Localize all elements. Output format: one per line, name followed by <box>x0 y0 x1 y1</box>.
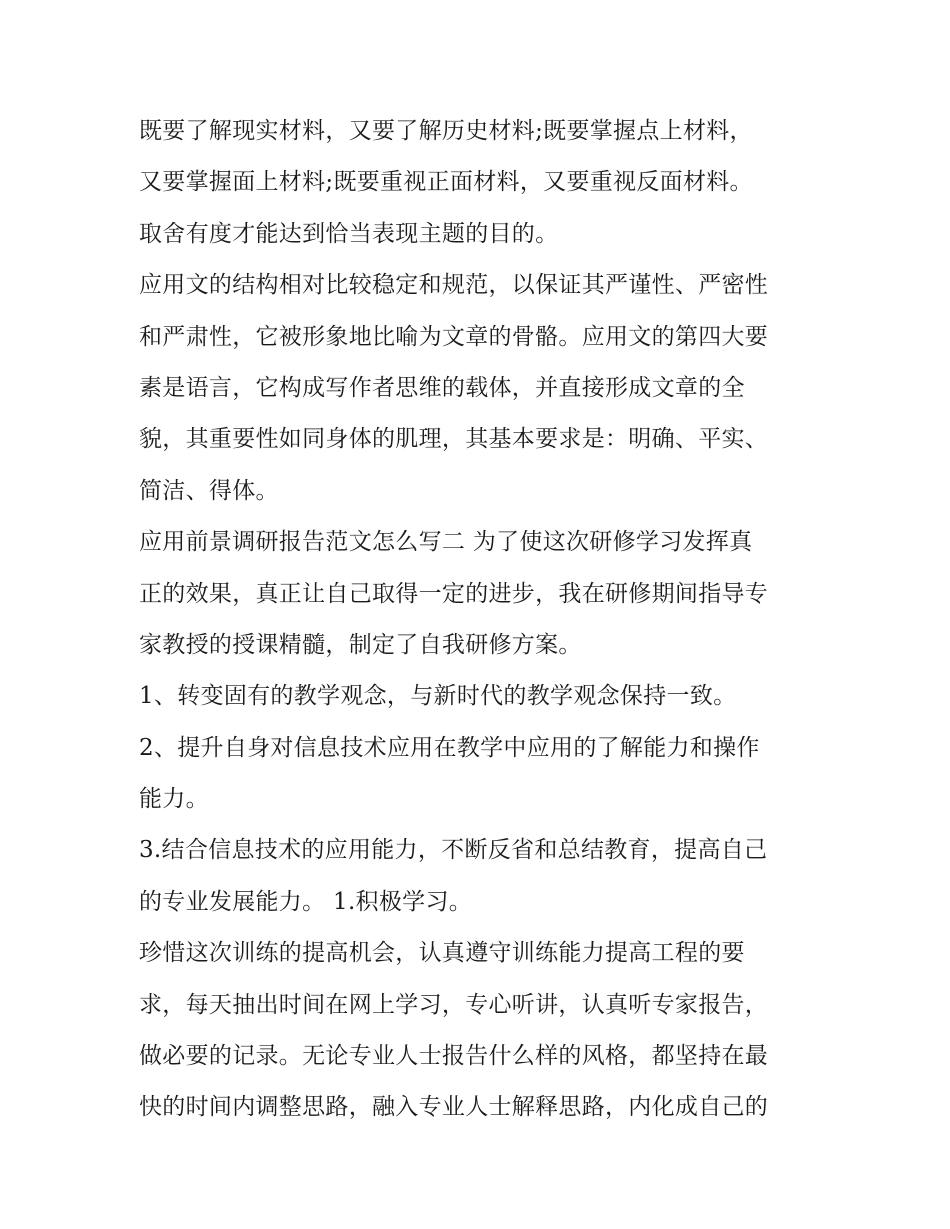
text-line: 家教授的授课精髓，制定了自我研修方案。 <box>139 631 582 658</box>
text-line: 1、转变固有的教学观念，与新时代的教学观念保持一致。 <box>139 683 737 710</box>
text-line: 和严肃性，它被形象地比喻为文章的骨骼。应用文的第四大要 <box>139 323 769 350</box>
text-line: 的专业发展能力。 1.积极学习。 <box>139 888 473 915</box>
text-line: 应用前景调研报告范文怎么写二 为了使这次研修学习发挥真 <box>139 529 753 556</box>
text-line: 正的效果，真正让自己取得一定的进步，我在研修期间指导专 <box>139 580 769 607</box>
text-line: 又要掌握面上材料;既要重视正面材料，又要重视反面材料。 <box>139 169 753 196</box>
text-line: 貌，其重要性如同身体的肌理，其基本要求是：明确、平实、 <box>139 426 769 453</box>
text-line: 3.结合信息技术的应用能力，不断反省和总结教育，提高自己 <box>139 837 768 864</box>
text-line: 珍惜这次训练的提高机会，认真遵守训练能力提高工程的要 <box>139 940 745 967</box>
text-line: 素是语言，它构成写作者思维的载体，并直接形成文章的全 <box>139 374 745 401</box>
text-line: 应用文的结构相对比较稳定和规范，以保证其严谨性、严密性 <box>139 272 769 299</box>
text-line: 做必要的记录。无论专业人士报告什么样的风格，都坚持在最 <box>139 1043 769 1070</box>
text-line: 能力。 <box>139 786 209 813</box>
text-line: 既要了解现实材料，又要了解历史材料;既要掌握点上材料， <box>139 118 753 144</box>
text-line: 简洁、得体。 <box>139 477 279 504</box>
text-line: 快的时间内调整思路，融入专业人士解释思路，内化成自己的 <box>139 1094 769 1121</box>
document-body <box>139 106 819 1134</box>
text-line: 取舍有度才能达到恰当表现主题的目的。 <box>139 220 559 247</box>
text-line: 2、提升自身对信息技术应用在教学中应用的了解能力和操作 <box>139 734 760 761</box>
text-line: 求，每天抽出时间在网上学习，专心听讲，认真听专家报告， <box>139 991 769 1018</box>
